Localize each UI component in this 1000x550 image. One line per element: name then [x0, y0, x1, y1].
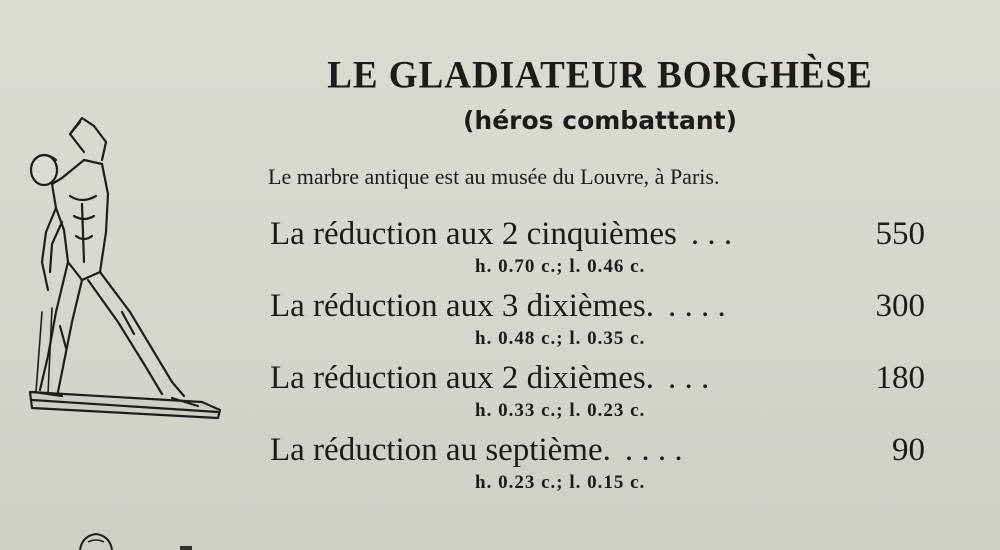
dot-leader: . . .	[690, 216, 733, 252]
reduction-dimensions: h. 0.23 c.; l. 0.15 c.	[475, 472, 646, 493]
page-mark-fragment	[180, 546, 192, 550]
reduction-label: La réduction au septième.	[270, 432, 611, 468]
price-row	[270, 360, 925, 430]
dot-leader: . . . .	[667, 288, 726, 324]
reduction-dimensions: h. 0.48 c.; l. 0.35 c.	[475, 328, 646, 349]
reduction-line	[270, 360, 709, 397]
reduction-price: 300	[875, 288, 925, 324]
reduction-dimensions: h. 0.70 c.; l. 0.46 c.	[475, 256, 646, 277]
reduction-label: La réduction aux 2 cinquièmes	[270, 216, 677, 252]
reduction-label: La réduction aux 2 dixièmes.	[270, 360, 654, 396]
reduction-price: 180	[875, 360, 925, 396]
provenance-note: Le marbre antique est au musée du Louvre, à Paris.	[268, 164, 720, 189]
price-row	[270, 288, 925, 358]
dot-leader: . . .	[667, 360, 710, 396]
page-title: LE GLADIATEUR BORGHÈSE	[327, 53, 873, 98]
statue-engraving	[22, 112, 227, 432]
reduction-line	[270, 432, 683, 469]
reduction-dimensions: h. 0.33 c.; l. 0.23 c.	[475, 400, 646, 421]
reduction-line	[270, 288, 726, 325]
reduction-price: 550	[875, 216, 925, 252]
gladiator-statue-illustration	[22, 112, 227, 432]
next-item-illustration-fragment	[76, 530, 116, 550]
reduction-label: La réduction aux 3 dixièmes.	[270, 288, 654, 324]
price-row	[270, 216, 925, 286]
page-subtitle: (héros combattant)	[462, 106, 738, 135]
price-row	[270, 432, 925, 502]
reduction-price: 90	[892, 432, 925, 468]
reduction-line	[270, 216, 732, 253]
dot-leader: . . . .	[624, 432, 683, 468]
